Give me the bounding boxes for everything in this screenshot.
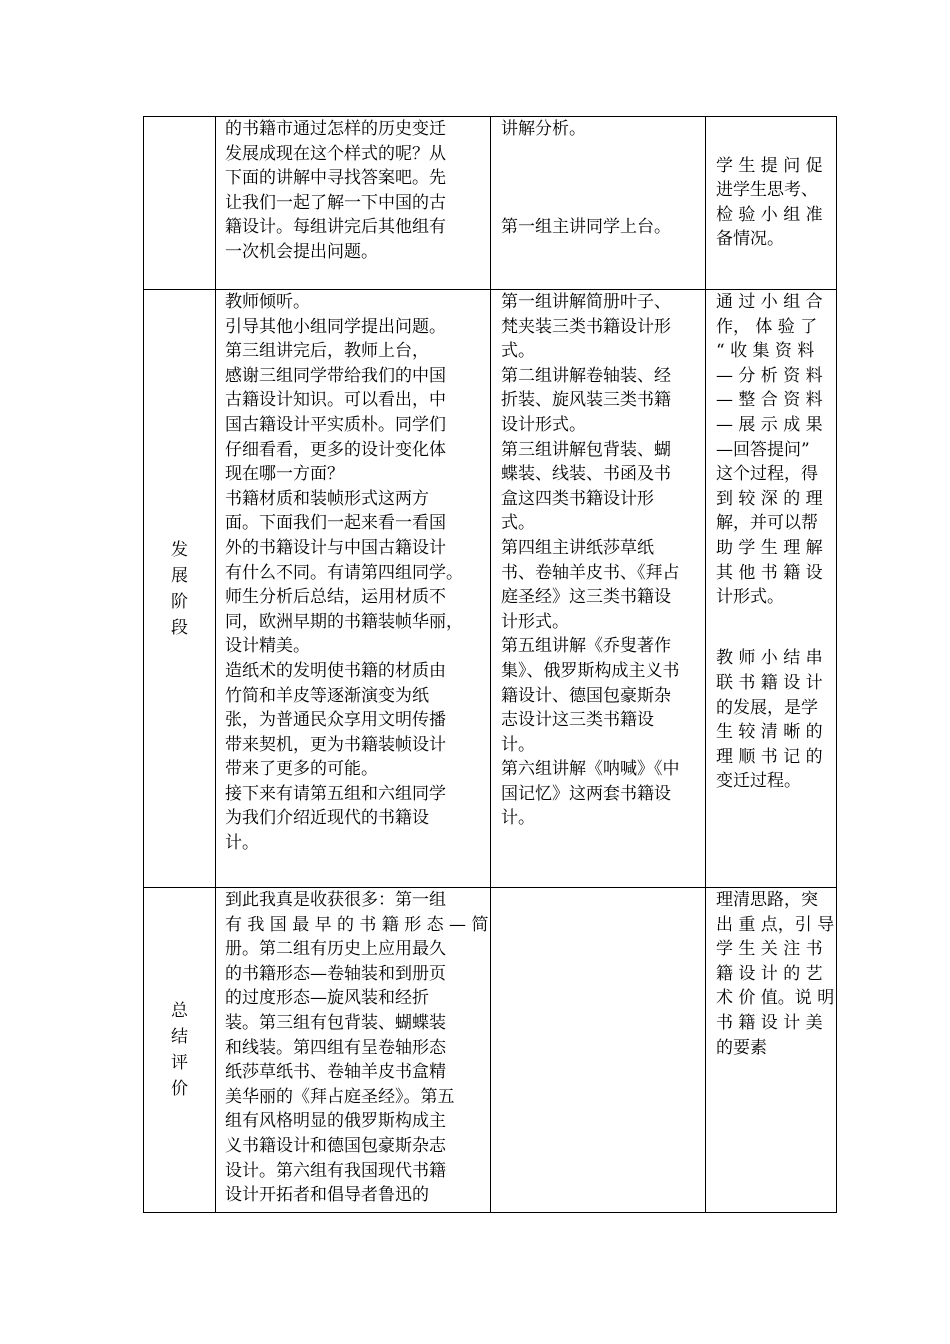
teacher-text-line: 纸莎草纸书、卷轴羊皮书盒精 (225, 1062, 446, 1083)
intent-text-line: —回答提问” (716, 439, 810, 460)
intent-text-line: 检 验 小 组 准 (716, 204, 823, 225)
teacher-text-line: 的过度形态—旋风装和经折 (225, 988, 429, 1009)
teacher-text-line: 古籍设计知识。可以看出，中 (225, 390, 446, 411)
student-text-line: 盒这四类书籍设计形 (501, 488, 654, 509)
teacher-text-line: 带来了更多的可能。 (225, 759, 378, 780)
teacher-text-line: 设计开拓者和倡导者鲁迅的 (225, 1185, 429, 1206)
teacher-text-line: 设计。第六组有我国现代书籍 (225, 1160, 446, 1181)
intent-text-line: 术 价 值。说 明 (716, 988, 835, 1009)
student-text-line: 第二组讲解卷轴装、经 (501, 365, 671, 386)
teacher-text-line: 册。第二组有历史上应用最久 (225, 939, 446, 960)
intent-text-line: 教 师 小 结 串 (716, 648, 823, 669)
teacher-text-line: 面。下面我们一起来看一看国 (225, 513, 446, 534)
student-text-line: 蝶装、线装、书函及书 (501, 464, 671, 485)
stage-label-char: 评 (171, 1053, 188, 1073)
stage-label-char: 段 (171, 617, 188, 638)
stage-cell (144, 117, 216, 290)
teacher-text-line: 组有风格明显的俄罗斯构成主 (225, 1111, 446, 1132)
intent-text-line: 的发展，是学 (716, 697, 818, 718)
intent-text-line: 变迁过程。 (716, 771, 801, 792)
teacher-text-line: 第三组讲完后，教师上台， (225, 341, 429, 362)
teacher-text-line: 外的书籍设计与中国古籍设计 (225, 537, 446, 558)
teacher-text-line: 仔细看看，更多的设计变化体 (225, 439, 446, 460)
student-text-line: 书、卷轴羊皮书、《拜占 (501, 562, 680, 583)
student-text-line: 第五组讲解《乔叟著作 (501, 636, 671, 657)
teacher-text-line: 教师倾听。 (225, 292, 310, 312)
intent-text-line: 学 生 提 问 促 (716, 155, 823, 176)
teacher-text-line: 的书籍形态—卷轴装和到册页 (225, 963, 446, 984)
intent-text-line: 的要素 (716, 1037, 767, 1058)
intent-text-line: 助 学 生 理 解 (716, 537, 823, 558)
teacher-text-line: 义书籍设计和德国包豪斯杂志 (225, 1135, 446, 1156)
teacher-text-line: 发展成现在这个样式的呢？从 (225, 143, 446, 164)
student-text-line: 籍设计、德国包豪斯杂 (501, 685, 671, 706)
teacher-text-line: 美华丽的《拜占庭圣经》。第五 (225, 1086, 455, 1107)
intent-text-line: 理 顺 书 记 的 (716, 746, 823, 767)
teacher-text-line: 为我们介绍近现代的书籍设 (225, 808, 429, 829)
student-text-line: 折装、旋风装三类书籍 (501, 390, 671, 411)
table-row-development (144, 290, 837, 888)
teacher-text-line: 让我们一起了解一下中国的古 (225, 192, 446, 213)
teacher-text-line: 国古籍设计平实质朴。同学们 (225, 414, 446, 435)
student-text-line: 梵夹装三类书籍设计形 (501, 316, 671, 337)
intent-text-line: 备情况。 (716, 229, 784, 250)
teacher-text-line: 师生分析后总结，运用材质不 (225, 587, 446, 608)
teacher-text-line: 装。第三组有包背装、蝴蝶装 (225, 1012, 446, 1033)
student-text-line: 设计形式。 (501, 414, 586, 435)
student-activity-cell (491, 117, 706, 290)
student-text-line: 第一组讲解简册叶子、 (501, 292, 671, 312)
teacher-text-line: 设计精美。 (225, 636, 310, 657)
stage-cell-summary (144, 888, 216, 1213)
table-row-summary (144, 888, 837, 1213)
intent-text-line: 进学生思考、 (716, 180, 818, 201)
intent-text-line: 学 生 关 注 书 (716, 939, 823, 960)
stage-label-char: 结 (171, 1027, 188, 1047)
lesson-plan-table (143, 116, 837, 1213)
stage-cell-development (144, 290, 216, 888)
teacher-text-line: 到此我真是收获很多：第一组 (225, 890, 446, 910)
teacher-activity-cell (216, 117, 491, 290)
intent-text-line: 到 较 深 的 理 (716, 488, 823, 509)
table-row-intro (144, 117, 837, 290)
student-text-line: 第三组讲解包背装、蝴 (501, 439, 671, 460)
teacher-text-line: 一次机会提出问题。 (225, 241, 378, 262)
stage-label-char: 阶 (171, 591, 188, 612)
design-intent-cell (706, 117, 837, 290)
teacher-text-line: 张，为普通民众享用文明传播 (225, 710, 446, 731)
teacher-text-line: 计。 (225, 833, 259, 854)
intent-text-line: — 整 合 资 料 (716, 390, 823, 411)
intent-text-line: “ 收 集 资 料 (716, 341, 815, 362)
student-activity-cell (491, 888, 706, 1213)
stage-label-char: 总 (171, 1001, 188, 1021)
student-text-line: 式。 (501, 341, 535, 362)
intent-text-line: 出 重 点，引 导 (716, 914, 835, 935)
intent-text-line: 计形式。 (716, 587, 784, 608)
teacher-text-line: 下面的讲解中寻找答案吧。先 (225, 168, 446, 189)
teacher-text-line: 感谢三组同学带给我们的中国 (225, 365, 446, 386)
intent-text-line: 作， 体 验 了 (716, 316, 818, 337)
student-text-line: 集》、俄罗斯构成主义书 (501, 660, 680, 681)
teacher-text-line: 竹简和羊皮等逐渐演变为纸 (225, 685, 429, 706)
intent-text-line: 解，并可以帮 (716, 513, 818, 534)
student-text-line: 志设计这三类书籍设 (501, 710, 654, 731)
teacher-activity-cell (216, 888, 491, 1213)
intent-text-line: 籍 设 计 的 艺 (716, 963, 823, 984)
intent-text-line: — 分 析 资 料 (716, 365, 823, 386)
student-text-line: 式。 (501, 513, 535, 534)
intent-text-line: 联 书 籍 设 计 (716, 672, 823, 693)
student-text-line: 第六组讲解《呐喊》《中 (501, 759, 680, 780)
teacher-text-line: 造纸术的发明使书籍的材质由 (225, 660, 446, 681)
teacher-text-line: 书籍材质和装帧形式这两方 (225, 488, 429, 509)
student-text-line: 庭圣经》这三类书籍设 (501, 587, 671, 608)
design-intent-cell (706, 888, 837, 1213)
student-text-line: 国记忆》这两套书籍设 (501, 783, 671, 804)
student-activity-cell (491, 290, 706, 888)
teacher-text-line: 接下来有请第五组和六组同学 (225, 783, 446, 804)
teacher-activity-cell (216, 290, 491, 888)
teacher-text-line: 有什么不同。有请第四组同学。 (225, 562, 463, 583)
teacher-text-line: 带来契机，更为书籍装帧设计 (225, 734, 446, 755)
student-text-line: 计形式。 (501, 611, 569, 632)
student-text-line: 讲解分析。 (501, 119, 586, 139)
stage-label-char: 发 (171, 539, 188, 560)
student-text-line: 计。 (501, 808, 535, 829)
intent-text-line: 理清思路，突 (716, 890, 818, 910)
intent-text-line: — 展 示 成 果 (716, 414, 823, 435)
intent-text-line: 这个过程，得 (716, 464, 818, 485)
teacher-text-line: 引导其他小组同学提出问题。 (225, 316, 446, 337)
teacher-text-line: 的书籍市通过怎样的历史变迁 (225, 119, 446, 139)
student-text-line: 第一组主讲同学上台。 (501, 217, 671, 238)
intent-text-line: 其 他 书 籍 设 (716, 562, 823, 583)
stage-label-char: 价 (171, 1079, 188, 1099)
teacher-text-line: 和线装。第四组有呈卷轴形态 (225, 1037, 446, 1058)
design-intent-cell (706, 290, 837, 888)
student-text-line: 计。 (501, 734, 535, 755)
teacher-text-line: 现在哪一方面？ (225, 464, 344, 485)
teacher-text-line: 籍设计。每组讲完后其他组有 (225, 217, 446, 238)
intent-text-line: 通 过 小 组 合 (716, 292, 823, 312)
teacher-text-line: 有 我 国 最 早 的 书 籍 形 态 — 简 (225, 914, 489, 935)
teacher-text-line: 同，欧洲早期的书籍装帧华丽， (225, 611, 463, 632)
intent-text-line: 书 籍 设 计 美 (716, 1012, 823, 1033)
stage-label-char: 展 (171, 565, 188, 586)
intent-text-line: 生 较 清 晰 的 (716, 722, 823, 743)
student-text-line: 第四组主讲纸莎草纸 (501, 537, 654, 558)
